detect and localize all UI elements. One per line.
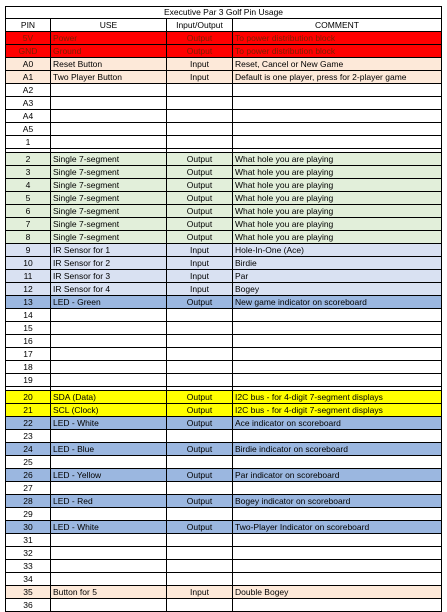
table-row	[6, 270, 442, 283]
comment-cell	[233, 361, 442, 374]
io-cell: Output	[167, 192, 233, 205]
use-cell	[51, 335, 167, 348]
table-row	[6, 192, 442, 205]
io-cell	[167, 322, 233, 335]
table-row	[6, 508, 442, 521]
comment-cell: Default is one player, press for 2-player game	[233, 71, 442, 84]
comment-cell	[233, 482, 442, 495]
io-cell	[167, 136, 233, 149]
pin-cell: 26	[6, 469, 51, 482]
comment-cell: Birdie	[233, 257, 442, 270]
use-cell	[51, 348, 167, 361]
pin-cell: 25	[6, 456, 51, 469]
table-row	[6, 417, 442, 430]
pin-cell: 35	[6, 586, 51, 599]
pin-cell: A5	[6, 123, 51, 136]
pin-cell: 19	[6, 374, 51, 387]
comment-cell: What hole you are playing	[233, 179, 442, 192]
pin-cell: 29	[6, 508, 51, 521]
comment-cell: I2C bus - for 4-digit 7-segment displays	[233, 391, 442, 404]
pin-cell: 1	[6, 136, 51, 149]
table-row	[6, 244, 442, 257]
use-cell: SDA (Data)	[51, 391, 167, 404]
pin-cell: 36	[6, 599, 51, 612]
header-row	[6, 19, 442, 32]
pin-cell: 12	[6, 283, 51, 296]
comment-cell	[233, 560, 442, 573]
io-cell: Output	[167, 32, 233, 45]
table-row	[6, 560, 442, 573]
pin-cell: 33	[6, 560, 51, 573]
pin-usage-table	[5, 6, 442, 612]
table-row	[6, 283, 442, 296]
pin-cell: 24	[6, 443, 51, 456]
use-cell: LED - Yellow	[51, 469, 167, 482]
pin-cell: GND	[6, 45, 51, 58]
comment-cell: Ace indicator on scoreboard	[233, 417, 442, 430]
table-row	[6, 153, 442, 166]
comment-cell	[233, 374, 442, 387]
comment-cell	[233, 123, 442, 136]
comment-cell: To power distribution block	[233, 45, 442, 58]
comment-cell: Double Bogey	[233, 586, 442, 599]
table-row	[6, 443, 442, 456]
comment-cell: Hole-In-One (Ace)	[233, 244, 442, 257]
io-cell: Output	[167, 218, 233, 231]
comment-cell	[233, 508, 442, 521]
table-row	[6, 521, 442, 534]
table-row	[6, 404, 442, 417]
io-cell	[167, 110, 233, 123]
comment-cell: To power distribution block	[233, 32, 442, 45]
use-cell	[51, 123, 167, 136]
use-cell	[51, 508, 167, 521]
io-cell	[167, 430, 233, 443]
io-cell: Input	[167, 586, 233, 599]
io-cell: Input	[167, 283, 233, 296]
header-pin: PIN	[6, 19, 51, 32]
pin-cell: 18	[6, 361, 51, 374]
table-row	[6, 45, 442, 58]
table-row	[6, 573, 442, 586]
use-cell	[51, 309, 167, 322]
use-cell	[51, 547, 167, 560]
io-cell: Output	[167, 469, 233, 482]
io-cell	[167, 97, 233, 110]
comment-cell: Two-Player Indicator on scoreboard	[233, 521, 442, 534]
io-cell: Output	[167, 495, 233, 508]
io-cell: Output	[167, 179, 233, 192]
io-cell: Input	[167, 257, 233, 270]
table-row	[6, 110, 442, 123]
io-cell	[167, 335, 233, 348]
io-cell	[167, 534, 233, 547]
pin-cell: 11	[6, 270, 51, 283]
table-row	[6, 179, 442, 192]
pin-cell: 10	[6, 257, 51, 270]
io-cell: Output	[167, 205, 233, 218]
use-cell	[51, 430, 167, 443]
pin-cell: 5V	[6, 32, 51, 45]
table-row	[6, 136, 442, 149]
io-cell	[167, 482, 233, 495]
use-cell: Single 7-segment	[51, 166, 167, 179]
comment-cell: Bogey indicator on scoreboard	[233, 495, 442, 508]
use-cell: IR Sensor for 3	[51, 270, 167, 283]
pin-cell: 22	[6, 417, 51, 430]
comment-cell: Bogey	[233, 283, 442, 296]
comment-cell: What hole you are playing	[233, 166, 442, 179]
header-use: USE	[51, 19, 167, 32]
use-cell: LED - Green	[51, 296, 167, 309]
io-cell: Output	[167, 443, 233, 456]
use-cell: LED - Blue	[51, 443, 167, 456]
use-cell: Single 7-segment	[51, 205, 167, 218]
use-cell: Single 7-segment	[51, 192, 167, 205]
table-row	[6, 391, 442, 404]
table-row	[6, 322, 442, 335]
io-cell	[167, 560, 233, 573]
io-cell: Output	[167, 231, 233, 244]
io-cell: Input	[167, 244, 233, 257]
table-row	[6, 348, 442, 361]
use-cell	[51, 361, 167, 374]
pin-cell: 15	[6, 322, 51, 335]
io-cell	[167, 547, 233, 560]
use-cell	[51, 97, 167, 110]
comment-cell: Birdie indicator on scoreboard	[233, 443, 442, 456]
pin-cell: 31	[6, 534, 51, 547]
pin-cell: 23	[6, 430, 51, 443]
use-cell	[51, 482, 167, 495]
use-cell: SCL (Clock)	[51, 404, 167, 417]
comment-cell: What hole you are playing	[233, 205, 442, 218]
comment-cell	[233, 110, 442, 123]
comment-cell	[233, 322, 442, 335]
comment-cell: What hole you are playing	[233, 231, 442, 244]
comment-cell: Reset, Cancel or New Game	[233, 58, 442, 71]
pin-cell: 9	[6, 244, 51, 257]
table-row	[6, 123, 442, 136]
pin-cell: 2	[6, 153, 51, 166]
pin-cell: 3	[6, 166, 51, 179]
use-cell	[51, 573, 167, 586]
io-cell: Input	[167, 58, 233, 71]
comment-cell	[233, 309, 442, 322]
table-row	[6, 482, 442, 495]
use-cell	[51, 534, 167, 547]
io-cell: Output	[167, 521, 233, 534]
table-row	[6, 84, 442, 97]
pin-usage-body	[6, 7, 442, 612]
comment-cell	[233, 456, 442, 469]
use-cell: Button for 5	[51, 586, 167, 599]
io-cell	[167, 573, 233, 586]
use-cell	[51, 560, 167, 573]
pin-cell: 5	[6, 192, 51, 205]
sheet-title: Executive Par 3 Golf Pin Usage	[6, 7, 442, 19]
use-cell: Single 7-segment	[51, 231, 167, 244]
io-cell: Output	[167, 45, 233, 58]
use-cell: LED - Red	[51, 495, 167, 508]
io-cell: Output	[167, 166, 233, 179]
table-row	[6, 71, 442, 84]
use-cell	[51, 456, 167, 469]
comment-cell	[233, 97, 442, 110]
pin-cell: A2	[6, 84, 51, 97]
use-cell	[51, 84, 167, 97]
use-cell: Single 7-segment	[51, 179, 167, 192]
pin-cell: 17	[6, 348, 51, 361]
pin-cell: 4	[6, 179, 51, 192]
table-row	[6, 469, 442, 482]
pin-cell: A0	[6, 58, 51, 71]
use-cell	[51, 136, 167, 149]
comment-cell: I2C bus - for 4-digit 7-segment displays	[233, 404, 442, 417]
table-row	[6, 374, 442, 387]
table-row	[6, 309, 442, 322]
comment-cell: What hole you are playing	[233, 153, 442, 166]
use-cell	[51, 322, 167, 335]
pin-cell: 20	[6, 391, 51, 404]
use-cell: Ground	[51, 45, 167, 58]
comment-cell	[233, 335, 442, 348]
pin-cell: 8	[6, 231, 51, 244]
pin-cell: 6	[6, 205, 51, 218]
comment-cell	[233, 534, 442, 547]
comment-cell: What hole you are playing	[233, 218, 442, 231]
use-cell	[51, 110, 167, 123]
io-cell: Input	[167, 71, 233, 84]
use-cell: IR Sensor for 2	[51, 257, 167, 270]
table-row	[6, 586, 442, 599]
pin-cell: 13	[6, 296, 51, 309]
io-cell: Output	[167, 153, 233, 166]
table-row	[6, 495, 442, 508]
table-row	[6, 218, 442, 231]
header-io: Input/Output	[167, 19, 233, 32]
pin-cell: 14	[6, 309, 51, 322]
pin-cell: 21	[6, 404, 51, 417]
table-row	[6, 166, 442, 179]
pin-cell: 30	[6, 521, 51, 534]
use-cell: Single 7-segment	[51, 218, 167, 231]
table-row	[6, 456, 442, 469]
comment-cell	[233, 136, 442, 149]
pin-cell: A1	[6, 71, 51, 84]
io-cell	[167, 361, 233, 374]
pin-cell: A3	[6, 97, 51, 110]
pin-cell: A4	[6, 110, 51, 123]
comment-cell	[233, 547, 442, 560]
header-comment: COMMENT	[233, 19, 442, 32]
pin-cell: 27	[6, 482, 51, 495]
pin-cell: 16	[6, 335, 51, 348]
table-row	[6, 205, 442, 218]
io-cell: Output	[167, 296, 233, 309]
table-row	[6, 534, 442, 547]
io-cell	[167, 123, 233, 136]
table-row	[6, 547, 442, 560]
io-cell: Output	[167, 404, 233, 417]
use-cell: Power	[51, 32, 167, 45]
io-cell: Output	[167, 417, 233, 430]
table-row	[6, 296, 442, 309]
comment-cell: What hole you are playing	[233, 192, 442, 205]
comment-cell	[233, 573, 442, 586]
io-cell: Output	[167, 391, 233, 404]
table-row	[6, 430, 442, 443]
use-cell: Reset Button	[51, 58, 167, 71]
use-cell: Single 7-segment	[51, 153, 167, 166]
comment-cell: Par	[233, 270, 442, 283]
table-row	[6, 58, 442, 71]
use-cell: Two Player Button	[51, 71, 167, 84]
io-cell: Input	[167, 270, 233, 283]
use-cell: LED - White	[51, 417, 167, 430]
title-row	[6, 7, 442, 19]
io-cell	[167, 508, 233, 521]
table-row	[6, 257, 442, 270]
table-row	[6, 32, 442, 45]
use-cell: IR Sensor for 4	[51, 283, 167, 296]
table-row	[6, 335, 442, 348]
pin-cell: 7	[6, 218, 51, 231]
comment-cell	[233, 84, 442, 97]
comment-cell: New game indicator on scoreboard	[233, 296, 442, 309]
comment-cell	[233, 348, 442, 361]
io-cell	[167, 456, 233, 469]
table-row	[6, 231, 442, 244]
pin-cell: 28	[6, 495, 51, 508]
pin-cell: 34	[6, 573, 51, 586]
io-cell	[167, 84, 233, 97]
use-cell: IR Sensor for 1	[51, 244, 167, 257]
io-cell	[167, 348, 233, 361]
comment-cell: Par indicator on scoreboard	[233, 469, 442, 482]
io-cell	[167, 374, 233, 387]
use-cell: LED - White	[51, 521, 167, 534]
io-cell	[167, 309, 233, 322]
table-row	[6, 361, 442, 374]
use-cell	[51, 374, 167, 387]
comment-cell	[233, 430, 442, 443]
table-row	[6, 97, 442, 110]
pin-cell: 32	[6, 547, 51, 560]
